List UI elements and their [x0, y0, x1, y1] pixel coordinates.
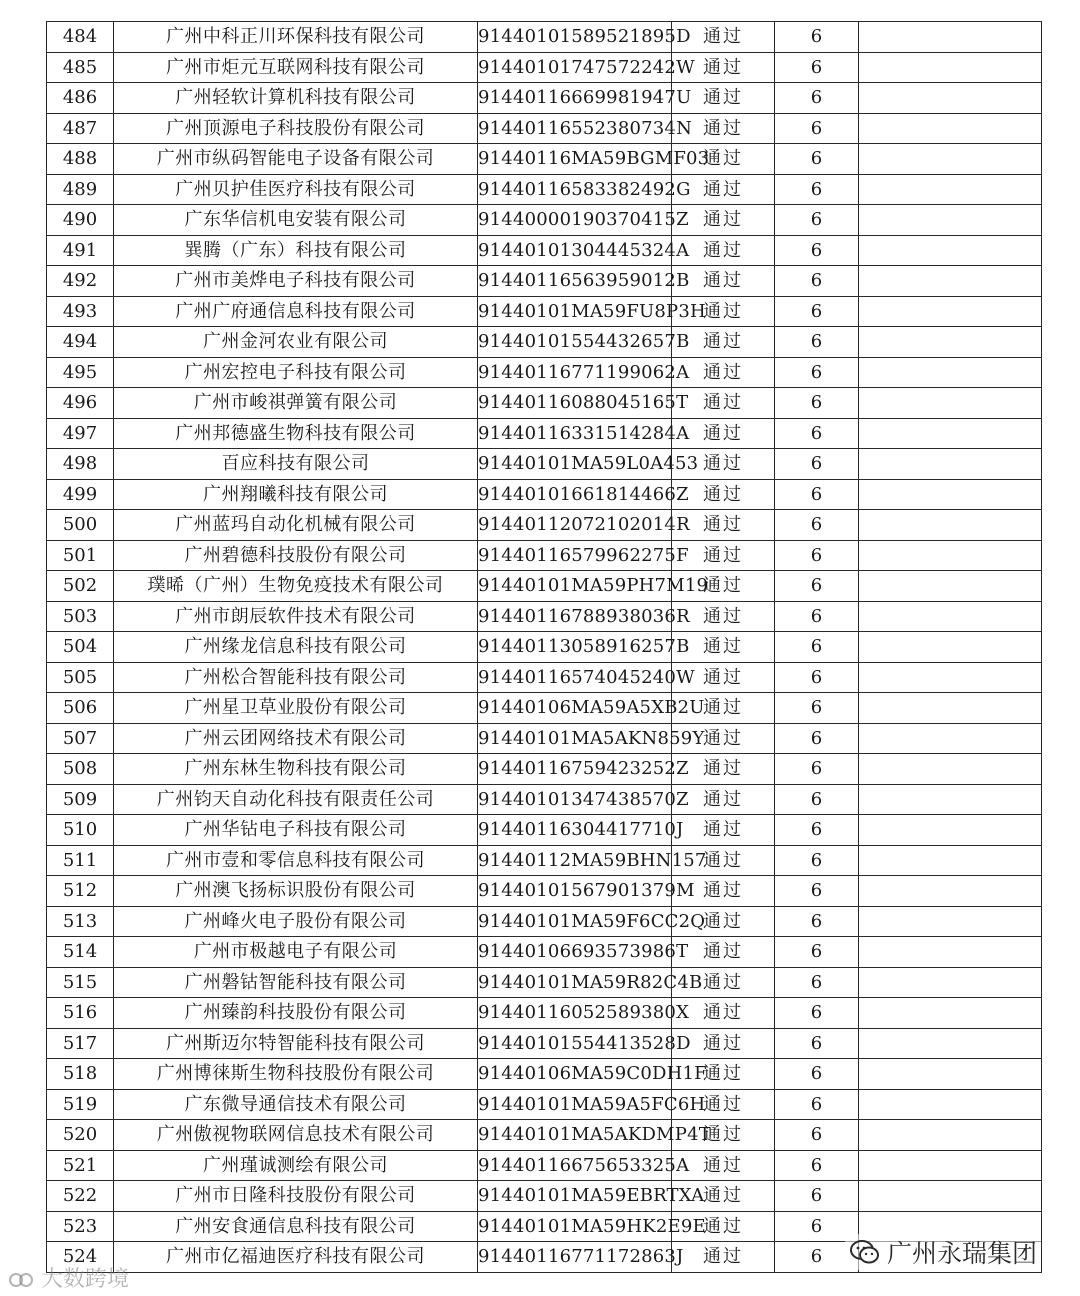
company-name-cell: 广州蓝玛自动化机械有限公司 [114, 510, 478, 541]
wechat-icon [849, 1238, 881, 1266]
table-row [47, 723, 1042, 754]
row-number-cell: 507 [47, 723, 114, 754]
row-number-cell: 490 [47, 205, 114, 236]
review-result-cell: 通过 [672, 693, 775, 724]
row-number-cell: 522 [47, 1181, 114, 1212]
score-cell: 6 [775, 83, 859, 114]
row-number-cell: 488 [47, 144, 114, 175]
empty-cell [859, 144, 1042, 175]
company-name-cell: 百应科技有限公司 [114, 449, 478, 480]
empty-cell [859, 937, 1042, 968]
review-result-cell: 通过 [672, 22, 775, 53]
row-number-cell: 517 [47, 1028, 114, 1059]
table-row [47, 601, 1042, 632]
company-name-cell: 广州华钻电子科技有限公司 [114, 815, 478, 846]
score-cell: 6 [775, 906, 859, 937]
row-number-cell: 512 [47, 876, 114, 907]
company-name-cell: 广州星卫草业股份有限公司 [114, 693, 478, 724]
company-name-cell: 广东微导通信技术有限公司 [114, 1089, 478, 1120]
credit-code-cell: 91440101589521895D [478, 22, 672, 53]
credit-code-cell: 91440101MA59F6CC2Q [478, 906, 672, 937]
company-name-cell: 广州轻软计算机科技有限公司 [114, 83, 478, 114]
score-cell: 6 [775, 174, 859, 205]
table-row [47, 1028, 1042, 1059]
review-result-cell: 通过 [672, 296, 775, 327]
company-name-cell: 广州缘龙信息科技有限公司 [114, 632, 478, 663]
company-name-cell: 广州斯迈尔特智能科技有限公司 [114, 1028, 478, 1059]
table-row [47, 449, 1042, 480]
table-row [47, 22, 1042, 53]
empty-cell [859, 845, 1042, 876]
score-cell: 6 [775, 754, 859, 785]
watermark-left [8, 1262, 129, 1293]
credit-code-cell: 91440116771172863J [478, 1242, 672, 1273]
company-name-cell: 广东华信机电安装有限公司 [114, 205, 478, 236]
watermark-right [845, 1234, 1041, 1270]
row-number-cell: 486 [47, 83, 114, 114]
table-row [47, 52, 1042, 83]
table-row [47, 1181, 1042, 1212]
credit-code-cell: 91440106MA59A5XB2U [478, 693, 672, 724]
score-cell: 6 [775, 113, 859, 144]
row-number-cell: 523 [47, 1211, 114, 1242]
row-number-cell: 491 [47, 235, 114, 266]
table-row [47, 357, 1042, 388]
row-number-cell: 499 [47, 479, 114, 510]
row-number-cell: 524 [47, 1242, 114, 1273]
empty-cell [859, 967, 1042, 998]
review-result-cell: 通过 [672, 1150, 775, 1181]
table-row [47, 815, 1042, 846]
table-row [47, 967, 1042, 998]
score-cell: 6 [775, 693, 859, 724]
company-name-cell: 广州云团网络技术有限公司 [114, 723, 478, 754]
roster-body [47, 22, 1042, 1273]
score-cell: 6 [775, 571, 859, 602]
credit-code-cell: 91440116052589380X [478, 998, 672, 1029]
score-cell: 6 [775, 22, 859, 53]
credit-code-cell: 91440000190370415Z [478, 205, 672, 236]
score-cell: 6 [775, 266, 859, 297]
company-name-cell: 广州贝护佳医疗科技有限公司 [114, 174, 478, 205]
score-cell: 6 [775, 601, 859, 632]
enterprise-roster-sheet [46, 21, 1038, 1273]
score-cell: 6 [775, 357, 859, 388]
company-name-cell: 广州宏控电子科技有限公司 [114, 357, 478, 388]
table-row [47, 937, 1042, 968]
row-number-cell: 498 [47, 449, 114, 480]
row-number-cell: 484 [47, 22, 114, 53]
empty-cell [859, 205, 1042, 236]
company-name-cell: 广州市峻祺弹簧有限公司 [114, 388, 478, 419]
company-name-cell: 广州顶源电子科技股份有限公司 [114, 113, 478, 144]
credit-code-cell: 91440101661814466Z [478, 479, 672, 510]
row-number-cell: 511 [47, 845, 114, 876]
score-cell: 6 [775, 815, 859, 846]
credit-code-cell: 91440106MA59C0DH1F [478, 1059, 672, 1090]
empty-cell [859, 693, 1042, 724]
credit-code-cell: 91440116583382492G [478, 174, 672, 205]
empty-cell [859, 662, 1042, 693]
row-number-cell: 505 [47, 662, 114, 693]
table-row [47, 1089, 1042, 1120]
credit-code-cell: 91440116675653325A [478, 1150, 672, 1181]
credit-code-cell: 91440101MA5AKDMP4T [478, 1120, 672, 1151]
company-name-cell: 广州市壹和零信息科技有限公司 [114, 845, 478, 876]
score-cell: 6 [775, 784, 859, 815]
table-row [47, 998, 1042, 1029]
credit-code-cell: 91440101304445324A [478, 235, 672, 266]
score-cell: 6 [775, 479, 859, 510]
score-cell: 6 [775, 449, 859, 480]
empty-cell [859, 266, 1042, 297]
row-number-cell: 485 [47, 52, 114, 83]
row-number-cell: 519 [47, 1089, 114, 1120]
company-name-cell: 广州市亿福迪医疗科技有限公司 [114, 1242, 478, 1273]
company-name-cell: 广州市朗辰软件技术有限公司 [114, 601, 478, 632]
row-number-cell: 493 [47, 296, 114, 327]
review-result-cell: 通过 [672, 510, 775, 541]
table-row [47, 754, 1042, 785]
table-row [47, 479, 1042, 510]
review-result-cell: 通过 [672, 906, 775, 937]
credit-code-cell: 91440116788938036R [478, 601, 672, 632]
company-name-cell: 广州博徕斯生物科技股份有限公司 [114, 1059, 478, 1090]
empty-cell [859, 1028, 1042, 1059]
credit-code-cell: 91440116574045240W [478, 662, 672, 693]
company-name-cell: 广州市极越电子有限公司 [114, 937, 478, 968]
review-result-cell: 通过 [672, 1059, 775, 1090]
table-row [47, 906, 1042, 937]
company-name-cell: 广州市美烨电子科技有限公司 [114, 266, 478, 297]
credit-code-cell: 91440101MA59A5FC6H [478, 1089, 672, 1120]
table-row [47, 1120, 1042, 1151]
table-row [47, 296, 1042, 327]
score-cell: 6 [775, 1150, 859, 1181]
empty-cell [859, 418, 1042, 449]
empty-cell [859, 601, 1042, 632]
empty-cell [859, 1059, 1042, 1090]
table-row [47, 418, 1042, 449]
review-result-cell: 通过 [672, 632, 775, 663]
table-row [47, 693, 1042, 724]
row-number-cell: 515 [47, 967, 114, 998]
review-result-cell: 通过 [672, 876, 775, 907]
empty-cell [859, 540, 1042, 571]
row-number-cell: 509 [47, 784, 114, 815]
review-result-cell: 通过 [672, 601, 775, 632]
empty-cell [859, 449, 1042, 480]
score-cell: 6 [775, 1242, 859, 1273]
score-cell: 6 [775, 845, 859, 876]
review-result-cell: 通过 [672, 113, 775, 144]
credit-code-cell: 91440101554413528D [478, 1028, 672, 1059]
table-row [47, 83, 1042, 114]
score-cell: 6 [775, 296, 859, 327]
credit-code-cell: 91440116331514284A [478, 418, 672, 449]
review-result-cell: 通过 [672, 662, 775, 693]
empty-cell [859, 784, 1042, 815]
credit-code-cell: 91440113058916257B [478, 632, 672, 663]
score-cell: 6 [775, 1089, 859, 1120]
score-cell: 6 [775, 937, 859, 968]
score-cell: 6 [775, 144, 859, 175]
table-row [47, 571, 1042, 602]
review-result-cell: 通过 [672, 540, 775, 571]
empty-cell [859, 235, 1042, 266]
empty-cell [859, 876, 1042, 907]
score-cell: 6 [775, 998, 859, 1029]
review-result-cell: 通过 [672, 998, 775, 1029]
credit-code-cell: 91440116771199062A [478, 357, 672, 388]
credit-code-cell: 91440101MA5AKN859Y [478, 723, 672, 754]
score-cell: 6 [775, 327, 859, 358]
credit-code-cell: 91440116552380734N [478, 113, 672, 144]
table-row [47, 113, 1042, 144]
score-cell: 6 [775, 1120, 859, 1151]
table-row [47, 876, 1042, 907]
review-result-cell: 通过 [672, 815, 775, 846]
empty-cell [859, 632, 1042, 663]
score-cell: 6 [775, 418, 859, 449]
credit-code-cell: 91440116MA59BGMF03 [478, 144, 672, 175]
empty-cell [859, 296, 1042, 327]
row-number-cell: 516 [47, 998, 114, 1029]
review-result-cell: 通过 [672, 52, 775, 83]
company-name-cell: 广州市日隆科技股份有限公司 [114, 1181, 478, 1212]
row-number-cell: 492 [47, 266, 114, 297]
credit-code-cell: 91440101MA59R82C4B [478, 967, 672, 998]
review-result-cell: 通过 [672, 784, 775, 815]
row-number-cell: 489 [47, 174, 114, 205]
empty-cell [859, 510, 1042, 541]
empty-cell [859, 52, 1042, 83]
empty-cell [859, 83, 1042, 114]
review-result-cell: 通过 [672, 845, 775, 876]
empty-cell [859, 906, 1042, 937]
credit-code-cell: 91440101MA59L0A453 [478, 449, 672, 480]
score-cell: 6 [775, 235, 859, 266]
score-cell: 6 [775, 1059, 859, 1090]
score-cell: 6 [775, 52, 859, 83]
row-number-cell: 521 [47, 1150, 114, 1181]
company-name-cell: 广州碧德科技股份有限公司 [114, 540, 478, 571]
credit-code-cell: 91440101554432657B [478, 327, 672, 358]
empty-cell [859, 327, 1042, 358]
company-name-cell: 广州磐钴智能科技有限公司 [114, 967, 478, 998]
empty-cell [859, 998, 1042, 1029]
review-result-cell: 通过 [672, 1181, 775, 1212]
review-result-cell: 通过 [672, 327, 775, 358]
empty-cell [859, 1181, 1042, 1212]
watermark-right-text: 广州永瑞集团 [887, 1239, 1038, 1268]
company-name-cell: 璞晞（广州）生物免疫技术有限公司 [114, 571, 478, 602]
company-name-cell: 广州市炬元互联网科技有限公司 [114, 52, 478, 83]
company-name-cell: 广州澳飞扬标识股份有限公司 [114, 876, 478, 907]
credit-code-cell: 91440116579962275F [478, 540, 672, 571]
credit-code-cell: 91440116304417710J [478, 815, 672, 846]
table-row [47, 266, 1042, 297]
empty-cell [859, 113, 1042, 144]
review-result-cell: 通过 [672, 266, 775, 297]
empty-cell [859, 357, 1042, 388]
review-result-cell: 通过 [672, 388, 775, 419]
empty-cell [859, 1120, 1042, 1151]
company-name-cell: 广州翔曦科技有限公司 [114, 479, 478, 510]
score-cell: 6 [775, 1028, 859, 1059]
review-result-cell: 通过 [672, 205, 775, 236]
score-cell: 6 [775, 388, 859, 419]
credit-code-cell: 91440116088045165T [478, 388, 672, 419]
company-name-cell: 广州广府通信息科技有限公司 [114, 296, 478, 327]
company-name-cell: 广州邦德盛生物科技有限公司 [114, 418, 478, 449]
row-number-cell: 487 [47, 113, 114, 144]
credit-code-cell: 91440101347438570Z [478, 784, 672, 815]
empty-cell [859, 388, 1042, 419]
company-name-cell: 广州松合智能科技有限公司 [114, 662, 478, 693]
score-cell: 6 [775, 1181, 859, 1212]
row-number-cell: 503 [47, 601, 114, 632]
review-result-cell: 通过 [672, 571, 775, 602]
empty-cell [859, 479, 1042, 510]
review-result-cell: 通过 [672, 1028, 775, 1059]
score-cell: 6 [775, 510, 859, 541]
score-cell: 6 [775, 662, 859, 693]
table-row [47, 632, 1042, 663]
company-name-cell: 广州金河农业有限公司 [114, 327, 478, 358]
credit-code-cell: 91440101567901379M [478, 876, 672, 907]
credit-code-cell: 91440116669981947U [478, 83, 672, 114]
row-number-cell: 520 [47, 1120, 114, 1151]
empty-cell [859, 1089, 1042, 1120]
empty-cell [859, 1150, 1042, 1181]
score-cell: 6 [775, 723, 859, 754]
row-number-cell: 508 [47, 754, 114, 785]
review-result-cell: 通过 [672, 1242, 775, 1273]
credit-code-cell: 91440112072102014R [478, 510, 672, 541]
table-row [47, 144, 1042, 175]
score-cell: 6 [775, 967, 859, 998]
company-name-cell: 广州瑾诚测绘有限公司 [114, 1150, 478, 1181]
credit-code-cell: 91440101747572242W [478, 52, 672, 83]
table-row [47, 784, 1042, 815]
table-row [47, 845, 1042, 876]
company-name-cell: 广州钧天自动化科技有限责任公司 [114, 784, 478, 815]
score-cell: 6 [775, 540, 859, 571]
company-name-cell: 广州中科正川环保科技有限公司 [114, 22, 478, 53]
review-result-cell: 通过 [672, 144, 775, 175]
review-result-cell: 通过 [672, 723, 775, 754]
row-number-cell: 506 [47, 693, 114, 724]
empty-cell [859, 571, 1042, 602]
review-result-cell: 通过 [672, 235, 775, 266]
row-number-cell: 502 [47, 571, 114, 602]
review-result-cell: 通过 [672, 754, 775, 785]
table-row [47, 327, 1042, 358]
score-cell: 6 [775, 632, 859, 663]
row-number-cell: 501 [47, 540, 114, 571]
review-result-cell: 通过 [672, 418, 775, 449]
row-number-cell: 495 [47, 357, 114, 388]
table-row [47, 510, 1042, 541]
table-row [47, 174, 1042, 205]
credit-code-cell: 91440101MA59EBRTXA [478, 1181, 672, 1212]
table-row [47, 1059, 1042, 1090]
table-row [47, 205, 1042, 236]
credit-code-cell: 91440116563959012B [478, 266, 672, 297]
row-number-cell: 504 [47, 632, 114, 663]
review-result-cell: 通过 [672, 449, 775, 480]
credit-code-cell: 91440116759423252Z [478, 754, 672, 785]
review-result-cell: 通过 [672, 967, 775, 998]
row-number-cell: 510 [47, 815, 114, 846]
credit-code-cell: 91440101MA59HK2E9E [478, 1211, 672, 1242]
review-result-cell: 通过 [672, 1211, 775, 1242]
company-name-cell: 广州市纵码智能电子设备有限公司 [114, 144, 478, 175]
credit-code-cell: 91440101MA59FU8P3H [478, 296, 672, 327]
row-number-cell: 497 [47, 418, 114, 449]
empty-cell [859, 754, 1042, 785]
table-row [47, 662, 1042, 693]
score-cell: 6 [775, 876, 859, 907]
row-number-cell: 514 [47, 937, 114, 968]
company-name-cell: 广州峰火电子股份有限公司 [114, 906, 478, 937]
review-result-cell: 通过 [672, 1120, 775, 1151]
company-name-cell: 广州傲视物联网信息技术有限公司 [114, 1120, 478, 1151]
company-name-cell: 广州安食通信息科技有限公司 [114, 1211, 478, 1242]
score-cell: 6 [775, 1211, 859, 1242]
empty-cell [859, 22, 1042, 53]
review-result-cell: 通过 [672, 174, 775, 205]
company-name-cell: 广州东林生物科技有限公司 [114, 754, 478, 785]
empty-cell [859, 815, 1042, 846]
empty-cell [859, 723, 1042, 754]
empty-cell [859, 174, 1042, 205]
company-name-cell: 巽腾（广东）科技有限公司 [114, 235, 478, 266]
table-row [47, 540, 1042, 571]
review-result-cell: 通过 [672, 937, 775, 968]
company-name-cell: 广州臻韵科技股份有限公司 [114, 998, 478, 1029]
review-result-cell: 通过 [672, 83, 775, 114]
row-number-cell: 513 [47, 906, 114, 937]
row-number-cell: 496 [47, 388, 114, 419]
watermark-left-text: 大数跨境 [41, 1267, 130, 1292]
enterprise-roster-table [46, 21, 1042, 1273]
review-result-cell: 通过 [672, 479, 775, 510]
table-row [47, 388, 1042, 419]
row-number-cell: 500 [47, 510, 114, 541]
watermark-left-icon [8, 1269, 34, 1291]
table-row [47, 235, 1042, 266]
table-row [47, 1150, 1042, 1181]
credit-code-cell: 91440106693573986T [478, 937, 672, 968]
row-number-cell: 494 [47, 327, 114, 358]
score-cell: 6 [775, 205, 859, 236]
credit-code-cell: 91440112MA59BHN157 [478, 845, 672, 876]
row-number-cell: 518 [47, 1059, 114, 1090]
review-result-cell: 通过 [672, 357, 775, 388]
credit-code-cell: 91440101MA59PH7M19 [478, 571, 672, 602]
review-result-cell: 通过 [672, 1089, 775, 1120]
